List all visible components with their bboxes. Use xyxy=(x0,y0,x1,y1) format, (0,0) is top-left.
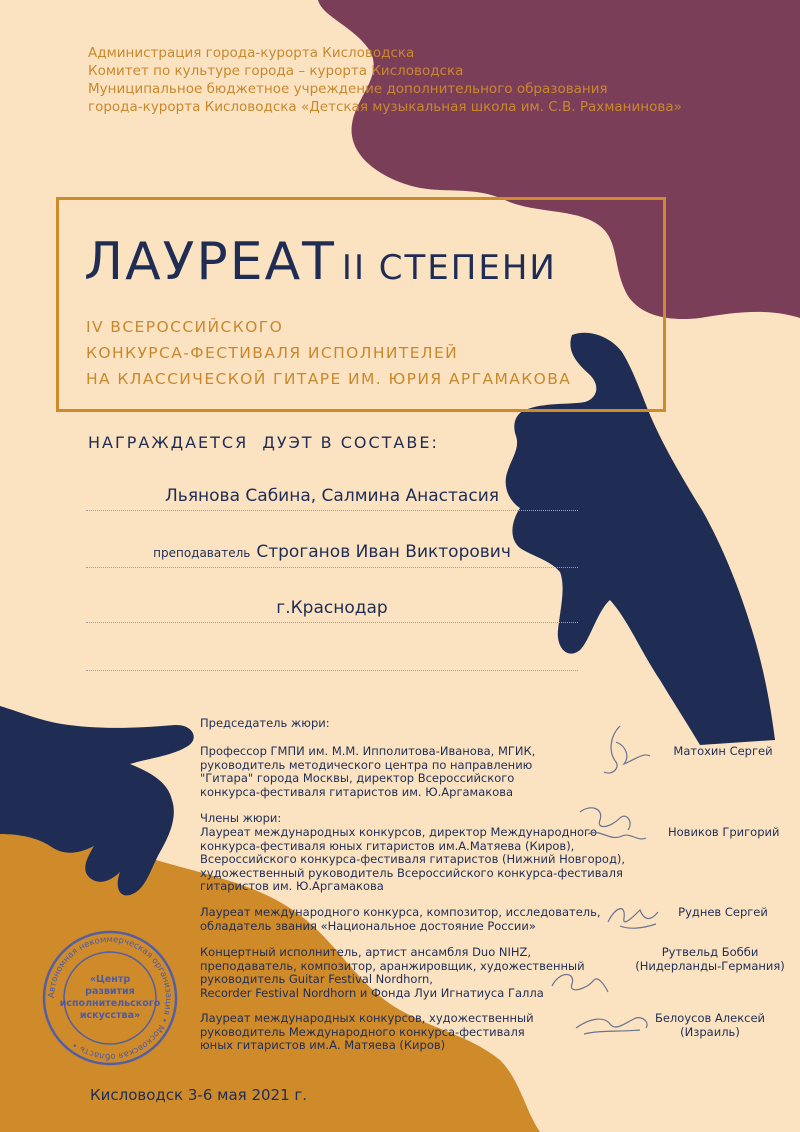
signature-belousov xyxy=(570,1004,660,1044)
award-title xyxy=(84,232,557,292)
teacher-row xyxy=(86,542,578,562)
jury-desc-line: обладатель звания «Национальное достояние России» xyxy=(200,918,536,933)
jury-chair-desc xyxy=(200,745,610,799)
jury-member-name: Руднев Сергей xyxy=(678,905,768,919)
competition-line: НА КЛАССИЧЕСКОЙ ГИТАРЕ ИМ. ЮРИЯ АРГАМАКОВА xyxy=(86,370,572,388)
jury-member-name-line: Рутвельд Бобби xyxy=(661,945,759,959)
city-text: г.Краснодар xyxy=(276,598,388,618)
teacher-line xyxy=(86,567,578,568)
seal-outer-text: Автономная некоммерческая организация • Московская область • xyxy=(46,934,174,1062)
jury-desc-line: Лауреат международного конкурса, композитор, исследователь, xyxy=(200,905,601,919)
jury-member-country: (Нидерланды-Германия) xyxy=(635,958,785,973)
recipients-line xyxy=(86,510,578,511)
competition-name xyxy=(86,314,571,392)
jury-member-desc xyxy=(200,825,626,894)
signature-novikov xyxy=(570,798,660,858)
jury-member-desc xyxy=(200,906,610,933)
jury-desc-line: руководитель Guitar Festival Nordhorn, xyxy=(200,972,433,986)
jury-desc-line: "Гитара" города Москвы, директор Всероссийского xyxy=(200,771,515,785)
recipients-text: Льянова Сабина, Салмина Анастасия xyxy=(165,486,499,506)
jury-members-label: Члены жюри: xyxy=(200,811,282,825)
signature-matokhin xyxy=(590,722,670,782)
organization-seal-icon xyxy=(40,928,180,1068)
awarded-label: НАГРАЖДАЕТСЯ ДУЭТ В СОСТАВЕ: xyxy=(88,433,439,452)
signature-rutveld xyxy=(546,962,626,1002)
organizer-line: Муниципальное бюджетное учреждение дополнительного образования xyxy=(88,81,608,97)
award-title-degree: II СТЕПЕНИ xyxy=(341,248,557,288)
jury-member-desc xyxy=(200,1012,610,1053)
jury-desc-line: Всероссийского конкурса-фестиваля гитаристов (Нижний Новгород), xyxy=(200,852,626,866)
organizers-block xyxy=(88,44,728,116)
blank-line xyxy=(86,670,578,671)
organizer-line: города-курорта Кисловодска «Детская музыкальная школа им. С.В. Рахманинова» xyxy=(88,99,682,115)
jury-desc-line: преподаватель, композитор, аранжировщик, художественный xyxy=(200,958,585,973)
seal-center-line: развития xyxy=(85,986,135,997)
jury-desc-line: художественный руководитель Всероссийского конкурса-фестиваля xyxy=(200,865,623,880)
jury-chair-label: Председатель жюри: xyxy=(200,716,330,730)
jury-member-name: Новиков Григорий xyxy=(668,825,780,839)
jury-member-name xyxy=(630,946,790,973)
jury-desc-line: Recorder Festival Nordhorn и Фонда Луи Игнатиуса Галла xyxy=(200,985,544,1000)
seal-center-line: искусства» xyxy=(79,1010,141,1021)
jury-member-country: (Израиль) xyxy=(680,1024,740,1039)
seal-center-line: исполнительского xyxy=(59,998,161,1009)
jury-desc-line: Профессор ГМПИ им. М.М. Ипполитова-Иванова, МГИК, xyxy=(200,744,536,758)
jury-chair-name: Матохин Сергей xyxy=(673,744,773,758)
teacher-name: Строганов Иван Викторович xyxy=(256,542,511,562)
signature-rudnev xyxy=(600,896,670,936)
jury-desc-line: руководитель методического центра по направлению xyxy=(200,757,533,772)
jury-desc-line: юных гитаристов им.А. Матяева (Киров) xyxy=(200,1038,446,1052)
jury-desc-line: гитаристов им. Ю.Аргамакова xyxy=(200,879,384,893)
award-title-main: ЛАУРЕАТ xyxy=(84,232,336,292)
seal-center-line: «Центр xyxy=(89,974,131,985)
jury-desc-line: Лауреат международных конкурсов, художественный xyxy=(200,1011,534,1025)
place-and-date: Кисловодск 3-6 мая 2021 г. xyxy=(90,1086,308,1104)
jury-desc-line: конкурса-фестиваля гитаристов им. Ю.Аргамакова xyxy=(200,784,514,799)
competition-line: IV ВСЕРОССИЙСКОГО xyxy=(86,318,284,336)
jury-desc-line: Концертный исполнитель, артист ансамбля Duo NIHZ, xyxy=(200,945,532,959)
organizer-line: Администрация города-курорта Кисловодска xyxy=(88,45,415,61)
city-line xyxy=(86,622,578,623)
competition-line: КОНКУРСА-ФЕСТИВАЛЯ ИСПОЛНИТЕЛЕЙ xyxy=(86,344,459,362)
teacher-label: преподаватель xyxy=(153,546,251,560)
jury-desc-line: конкурса-фестиваля юных гитаристов им.А.Матяева (Киров), xyxy=(200,838,575,853)
jury-member-name-line: Белоусов Алексей xyxy=(654,1011,766,1025)
jury-desc-line: Лауреат международных конкурсов, директор Международного xyxy=(200,825,598,839)
organizer-line: Комитет по культуре города – курорта Кисловодска xyxy=(88,63,464,79)
jury-desc-line: руководитель Международного конкурса-фестиваля xyxy=(200,1024,525,1039)
